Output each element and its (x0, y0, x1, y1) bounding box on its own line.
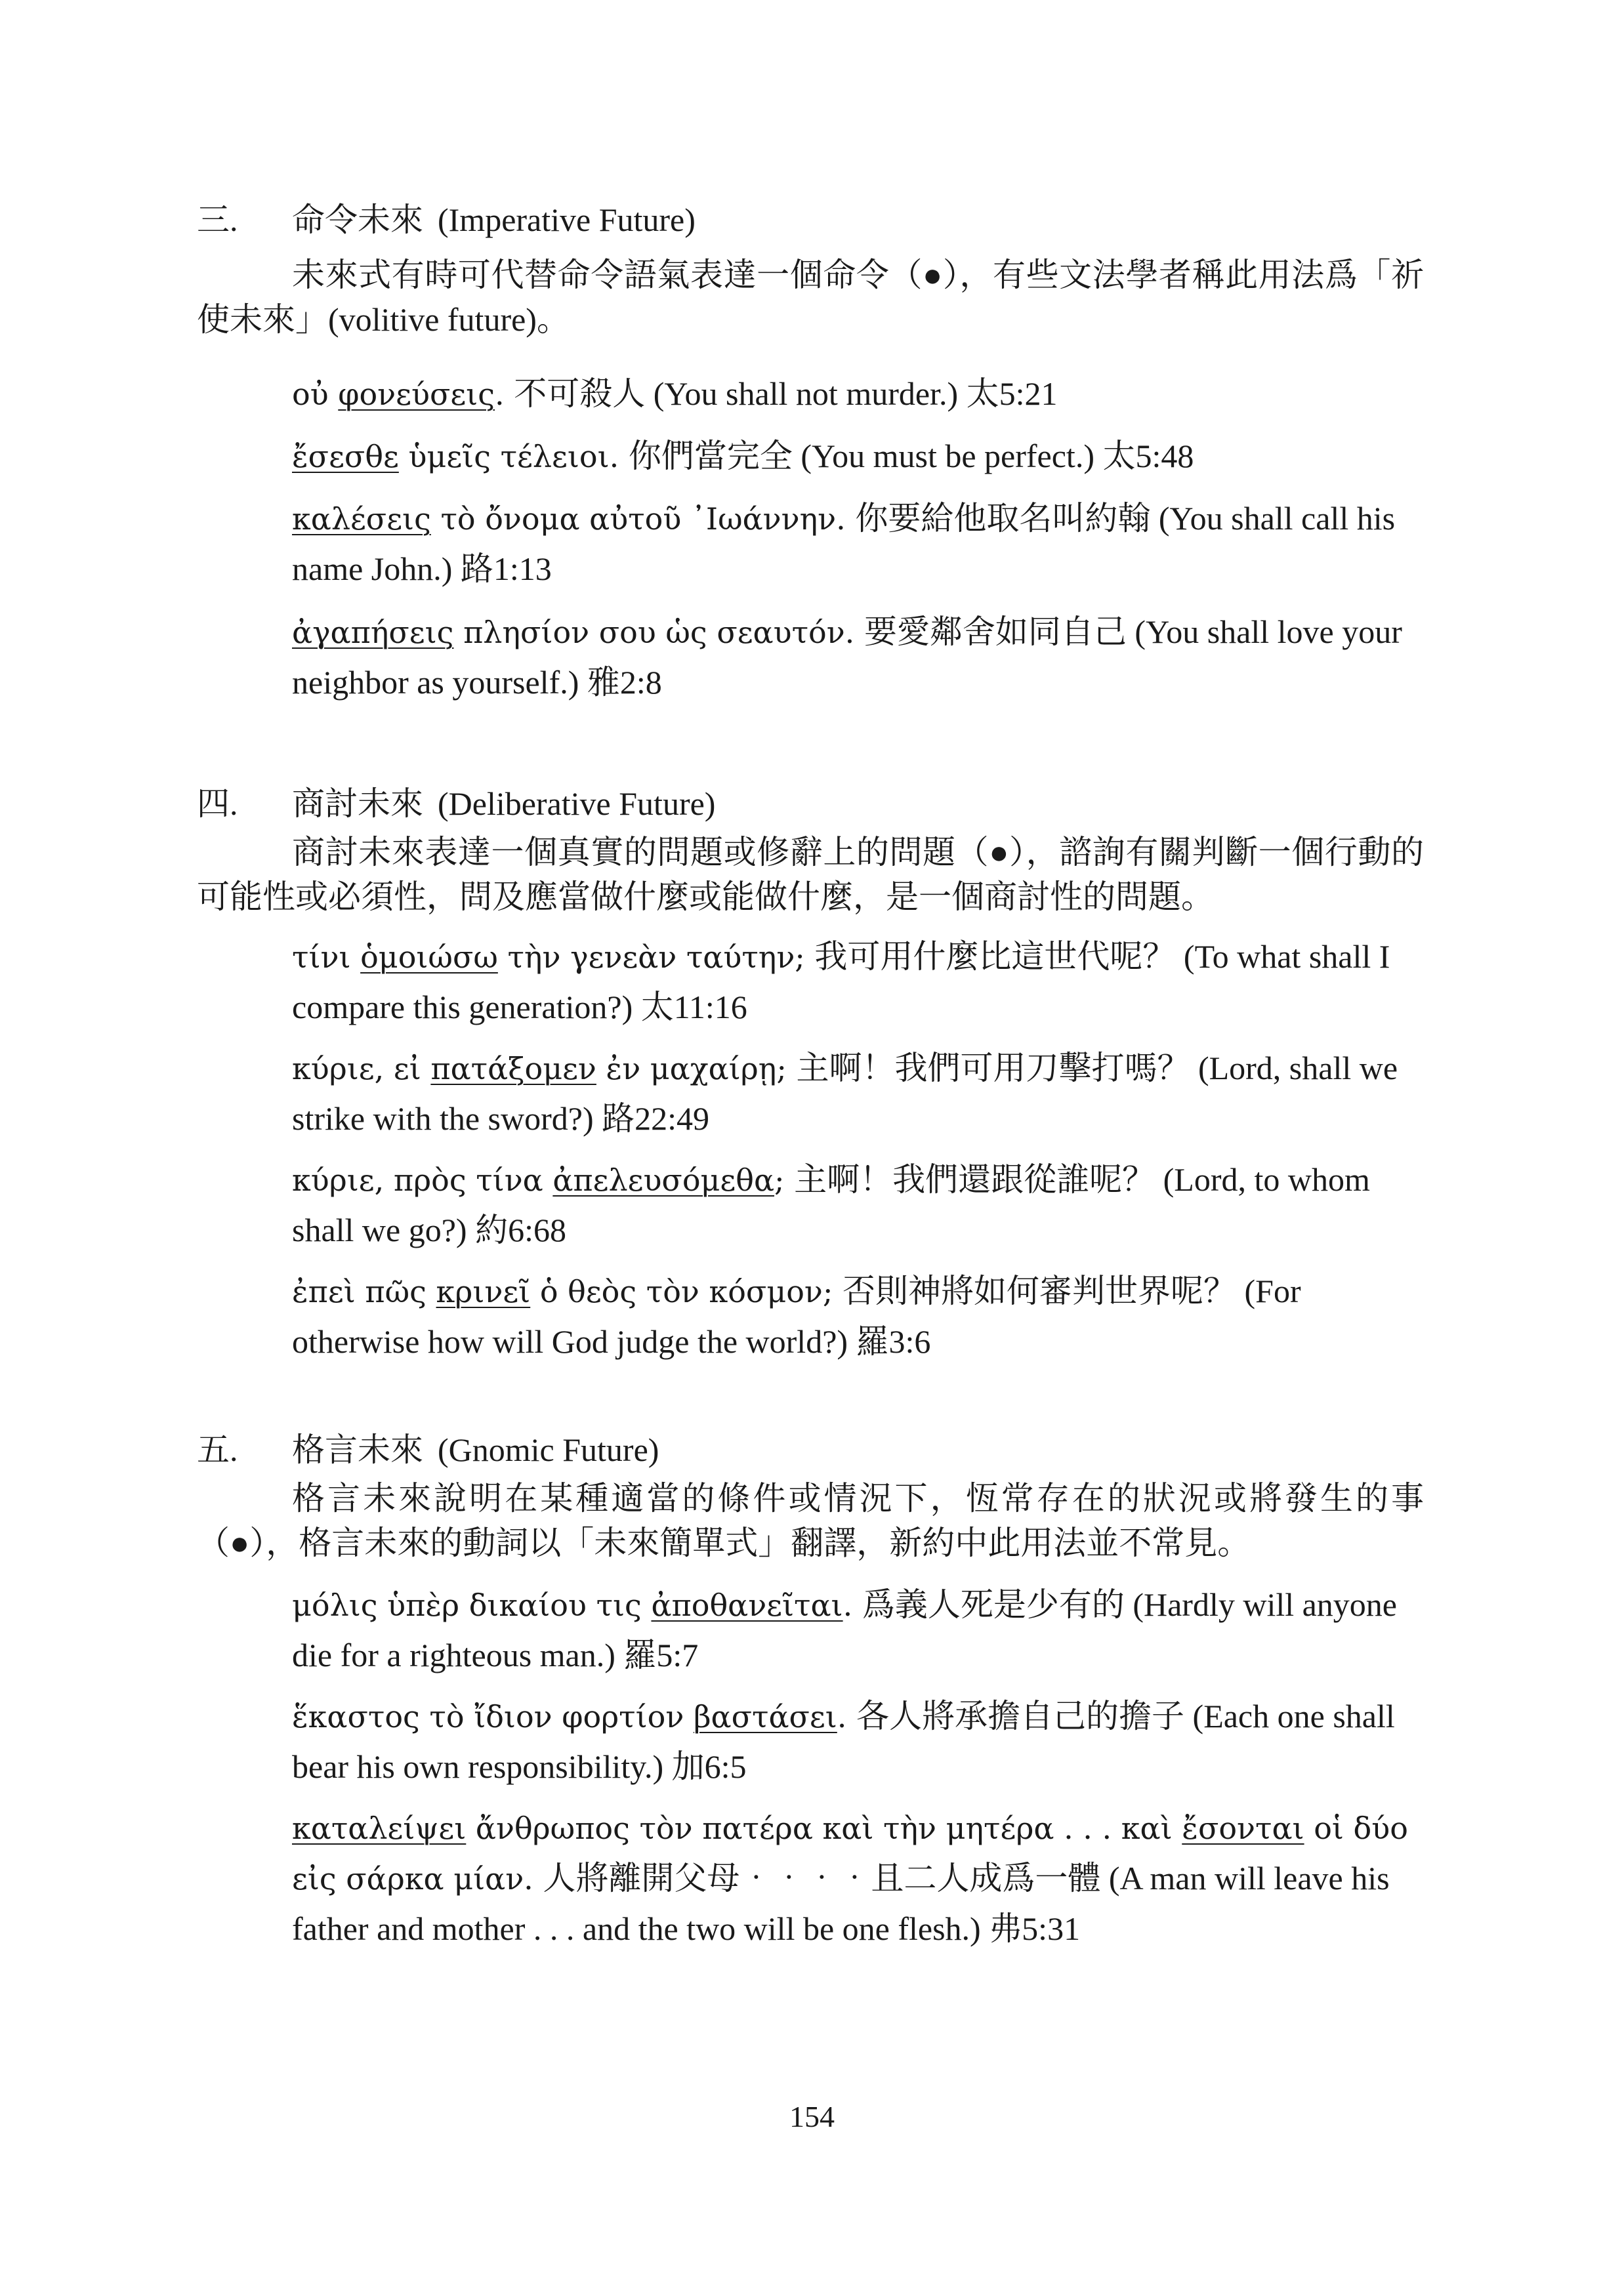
underlined-verb: βαστάσει (693, 1699, 837, 1734)
greek-text: ἕκαστος τὸ ἴδιον φορτίον βαστάσει. (292, 1699, 857, 1734)
section-description: 未來式有時可代替命令語氣表達一個命令（●），有些文法學者稱此用法爲「祈使未來」(volitive future)。 (197, 256, 1424, 338)
section-number: 三. (197, 201, 238, 238)
greek-text: ἐπεὶ πῶς κρινεῖ ὁ θεὸς τὸν κόσμον; (292, 1274, 843, 1309)
example-line (292, 1691, 1427, 1792)
example-line (292, 1155, 1427, 1255)
translation-text: 要愛鄰舍如同自己 (You shall love your neighbor as yourself.) 雅2:8 (292, 613, 1402, 701)
section-number: 五. (197, 1431, 238, 1468)
section-title-zh: 格言未來 (292, 1431, 423, 1468)
greek-text: τίνι ὁμοιώσω τὴν γενεὰν ταύτην; (292, 939, 815, 975)
example-line (292, 932, 1427, 1032)
example-line (292, 431, 1427, 482)
section-description: 格言未來說明在某種適當的條件或情況下，恆常存在的狀況或將發生的事（●），格言未來的動詞以「未來簡單式」翻譯，新約中此用法並不常見。 (197, 1480, 1424, 1561)
greek-text: μόλις ὑπὲρ δικαίου τις ἀποθανεῖται. (292, 1588, 862, 1623)
section-heading (197, 1430, 659, 1469)
translation-text: 否則神將如何審判世界呢？ (For otherwise how will God judge the world?) 羅3:6 (292, 1273, 1301, 1360)
translation-text: 各人將承擔自己的擔子 (Each one shall bear his own responsibility.) 加6:5 (292, 1698, 1395, 1785)
greek-text: ἀγαπήσεις πλησίον σου ὡς σεαυτόν. (292, 615, 864, 650)
section-heading (197, 784, 715, 823)
greek-text: καταλείψει ἄνθρωπος τὸν πατέρα καὶ τὴν μητέρα . . . καὶ ἔσονται οἱ δύο εἰς σάρκα μίαν. (292, 1811, 1408, 1896)
underlined-verb: ἔσεσθε (292, 439, 399, 474)
underlined-verb: ἔσονται (1182, 1811, 1304, 1846)
example-line (292, 1266, 1427, 1366)
translation-text: 主啊！我們還跟從誰呢？ (Lord, to whom shall we go?) 約6:68 (292, 1161, 1370, 1248)
translation-text: 不可殺人 (You shall not murder.) 太5:21 (514, 375, 1058, 412)
example-line (292, 369, 1427, 419)
translation-text: 你要給他取名叫約翰 (You shall call his name John.) 路1:13 (292, 500, 1396, 587)
section-heading (197, 200, 696, 239)
example-line (292, 1580, 1427, 1680)
underlined-verb: φονεύσεις (338, 377, 495, 412)
underlined-verb: καλέσεις (292, 501, 431, 537)
translation-text: 你們當完全 (You must be perfect.) 太5:48 (628, 438, 1194, 474)
example-line (292, 493, 1427, 594)
translation-text: 人將離開父母‧‧‧‧且二人成爲一體 (A man will leave his father and mother . . . and the two will be one flesh.) 弗5:31 (292, 1860, 1390, 1947)
underlined-verb: κρινεῖ (436, 1274, 531, 1309)
underlined-verb: καταλείψει (292, 1811, 467, 1846)
underlined-verb: ἀγαπήσεις (292, 615, 454, 650)
translation-text: 我可用什麼比這世代呢？ (To what shall I compare this generation?) 太11:16 (292, 938, 1390, 1025)
section-title-zh: 商討未來 (292, 785, 423, 822)
translation-text: 主啊！我們可用刀擊打嗎？ (Lord, shall we strike with the sword?) 路22:49 (292, 1050, 1398, 1137)
example-line (292, 1043, 1427, 1143)
underlined-verb: πατάξομεν (430, 1051, 596, 1086)
section-title-en: (Imperative Future) (438, 201, 696, 238)
section-number: 四. (197, 785, 238, 822)
greek-text: κύριε, εἰ πατάξομεν ἐν μαχαίρῃ; (292, 1051, 797, 1086)
translation-text: 爲義人死是少有的 (Hardly will anyone die for a righteous man.) 羅5:7 (292, 1586, 1398, 1673)
underlined-verb: ἀποθανεῖται (651, 1588, 843, 1623)
example-line (292, 1803, 1427, 1954)
greek-text: καλέσεις τὸ ὄνομα αὐτοῦ ᾿Ιωάννην. (292, 501, 856, 537)
example-line (292, 607, 1427, 707)
section-description: 商討未來表達一個真實的問題或修辭上的問題（●），諮詢有關判斷一個行動的可能性或必須性，問及應當做什麼或能做什麼，是一個商討性的問題。 (197, 834, 1424, 915)
underlined-verb: ὁμοιώσω (360, 939, 498, 975)
section-title-en: (Gnomic Future) (438, 1431, 659, 1468)
underlined-verb: ἀπελευσόμεθα (552, 1162, 775, 1198)
section-title-zh: 命令未來 (292, 201, 423, 238)
greek-text: οὐ φονεύσεις. (292, 377, 514, 412)
greek-text: κύριε, πρὸς τίνα ἀπελευσόμεθα; (292, 1162, 795, 1198)
section-title-en: (Deliberative Future) (438, 785, 716, 822)
greek-text: ἔσεσθε ὑμεῖς τέλειοι. (292, 439, 629, 474)
page-number: 154 (789, 2100, 835, 2133)
